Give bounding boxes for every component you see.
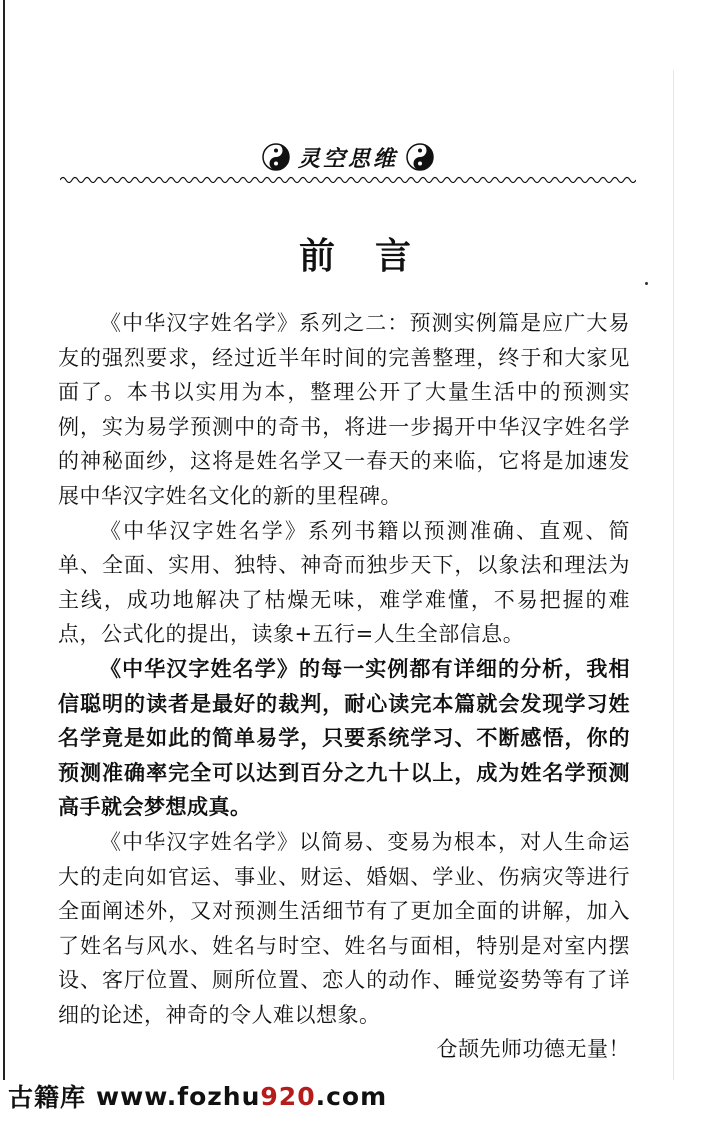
taiji-icon [406, 143, 434, 171]
watermark-site-name: 古籍库 [8, 1083, 87, 1112]
stray-dot [645, 282, 648, 285]
paragraph-2: 《中华汉字姓名学》系列书籍以预测准确、直观、简单、全面、实用、独特、神奇而独步天下，以象法和理法为主线，成功地解决了枯燥无味，难学难懂，不易把握的难点，公式化的提出，读象+五行=人生全部信息。 [58, 518, 630, 647]
page-right-edge [673, 70, 674, 1080]
paragraph-3: 《中华汉字姓名学》的每一实例都有详细的分析，我相信聪明的读者是最好的裁判，耐心读完本篇就会发现学习姓名学竟是如此的简单易学，只要系统学习、不断感悟，你的预测准确率完全可以达到百分之九十以上，成为姓名学预测高手就会梦想成真。 [58, 655, 630, 820]
header-ornament-line [60, 175, 636, 185]
watermark-url [96, 1082, 387, 1111]
watermark-url-suffix: .com [315, 1081, 388, 1111]
running-header [60, 138, 636, 188]
watermark-url-prefix: www.fozhu [96, 1081, 261, 1111]
watermark-footer [8, 1078, 387, 1114]
preface-body [58, 306, 630, 1067]
signature: 仓颉先师功德无量！ [436, 1037, 630, 1062]
page-title: 前言 [298, 235, 451, 277]
paragraph-4: 《中华汉字姓名学》以简易、变易为根本，对人生命运大的走向如官运、事业、财运、婚姻、学业、伤病灾等进行全面阐述外，又对预测生活细节有了更加全面的讲解，加入了姓名与风水、姓名与时空、姓名与面相，特别是对室内摆设、客厅位置、厕所位置、恋人的动作、睡觉姿势等有了详细的论述，神奇的令人难以想象。 [58, 829, 630, 1027]
page-left-edge [3, 0, 5, 1080]
paragraph-1: 《中华汉字姓名学》系列之二：预测实例篇是应广大易友的强烈要求，经过近半年时间的完善整理，终于和大家见面了。本书以实用为本，整理公开了大量生活中的预测实例，实为易学预测中的奇书，将进一步揭开中华汉字姓名学的神秘面纱，这将是姓名学又一春天的来临，它将是加速发展中华汉字姓名文化的新的里程碑。 [58, 311, 630, 508]
taiji-icon [262, 143, 290, 171]
header-center [60, 138, 636, 176]
header-title: 灵空思维 [297, 145, 398, 172]
watermark-url-number: 920 [260, 1081, 316, 1111]
